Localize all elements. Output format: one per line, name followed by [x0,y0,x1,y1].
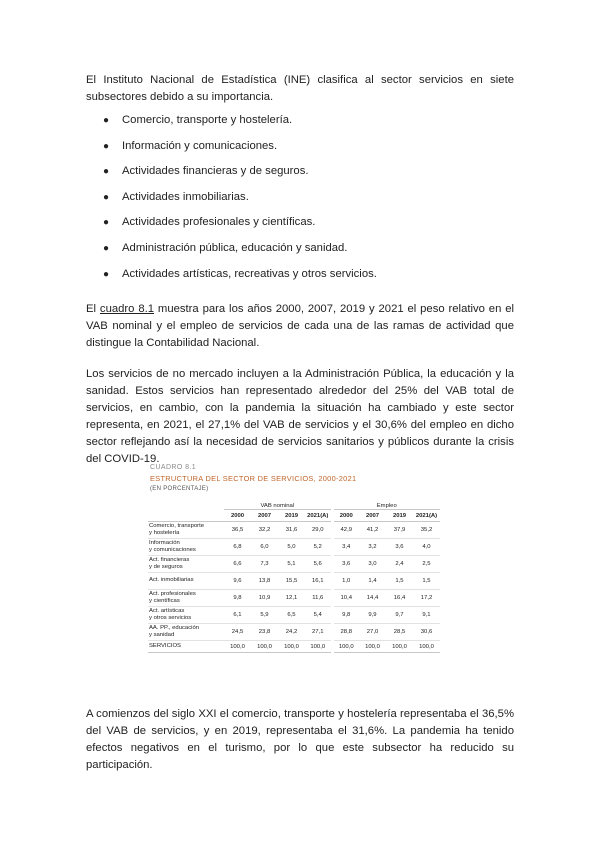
table-cell: 2,5 [413,556,440,573]
table-row [148,573,440,590]
bullet-icon: ● [103,217,110,229]
row-label-line: y científicas [149,598,180,604]
table-cell: 100,0 [251,641,278,653]
table-cell: 5,9 [251,607,278,624]
table-reference-paragraph [86,301,514,352]
table-cell: 6,6 [224,556,251,573]
year-header: 2007 [359,510,386,522]
table-number: CUADRO 8.1 [150,464,197,471]
row-label-line: y de seguros [149,564,183,570]
table-cell: 5,0 [278,539,305,556]
table-cell: 6,5 [278,607,305,624]
table-cell: 1,4 [359,573,386,590]
table-cell: 36,5 [224,522,251,539]
year-header: 2019 [278,510,305,522]
row-label [148,556,224,573]
table-cell: 32,2 [251,522,278,539]
row-label [148,624,224,641]
row-label-line: Act. profesionales [149,590,196,597]
row-label [148,522,224,539]
table-cell: 14,4 [359,590,386,607]
row-label-line: y otros servicios [149,615,192,621]
paragraph-suffix: muestra para los años 2000, 2007, 2019 y 2021 el peso relativo en el VAB nominal y el empleo de servicios de cada una de las ramas de actividad que distingue la Contabilidad Nacional. [86,303,515,349]
table-cell: 16,1 [305,573,332,590]
table-row [148,607,440,624]
paragraph-prefix: El [86,303,100,315]
row-label-line: Act. financieras [149,556,190,563]
year-header: 2007 [251,510,278,522]
table-cell: 23,8 [251,624,278,641]
year-header: 2019 [386,510,413,522]
list-item-label: Actividades inmobiliarias. [122,190,249,203]
table-cell: 37,9 [386,522,413,539]
bullet-icon: ● [103,140,110,152]
table-cell: 11,6 [305,590,332,607]
table-cell: 100,0 [278,641,305,653]
table-cell: 27,1 [305,624,332,641]
bullet-icon: ● [103,268,110,280]
group-header-empleo: Empleo [332,498,440,510]
table-cell: 41,2 [359,522,386,539]
list-item-label: Administración pública, educación y sanidad. [122,241,348,254]
row-label-line: Comercio, transporte [149,522,205,529]
table-cell: 1,5 [386,573,413,590]
bullet-icon: ● [103,191,110,203]
row-label-line: y comunicaciones [149,547,196,553]
row-label [148,590,224,607]
table-cell: 4,0 [413,539,440,556]
table-cell: 100,0 [305,641,332,653]
year-header: 2021(A) [413,510,440,522]
table-cell: 5,6 [305,556,332,573]
table-cell: 35,2 [413,522,440,539]
row-label-line: Información [149,539,180,546]
row-label-line: y sanidad [149,632,175,638]
list-item-label: Información y comunicaciones. [122,139,278,152]
table-cell: 5,4 [305,607,332,624]
row-label [148,607,224,624]
row-label-line: AA. PP., educación [149,624,199,631]
row-label-line: SERVICIOS [149,642,181,649]
subsector-list [86,112,516,291]
table-cell: 1,0 [332,573,359,590]
table-row [148,641,440,653]
table-cell: 2,4 [386,556,413,573]
year-header: 2021(A) [305,510,332,522]
table-cell: 5,2 [305,539,332,556]
table-cell: 3,6 [386,539,413,556]
year-header: 2000 [332,510,359,522]
table-cell: 3,2 [359,539,386,556]
table-cell: 100,0 [413,641,440,653]
table-title: ESTRUCTURA DEL SECTOR DE SERVICIOS, 2000-2021 [150,474,357,483]
table-cell: 12,1 [278,590,305,607]
table-cell: 9,7 [386,607,413,624]
row-label-line: y hostelería [149,530,180,536]
table-row [148,539,440,556]
table-cell: 9,8 [332,607,359,624]
table-cell: 13,8 [251,573,278,590]
table-cell: 100,0 [386,641,413,653]
list-item [86,240,516,266]
table-cell: 30,6 [413,624,440,641]
table-cell: 15,5 [278,573,305,590]
table-row [148,522,440,539]
table-cell: 100,0 [332,641,359,653]
table-cell: 10,9 [251,590,278,607]
services-structure-table [148,498,440,653]
table-cell: 9,8 [224,590,251,607]
list-item-label: Actividades financieras y de seguros. [122,165,309,178]
list-item-label: Comercio, transporte y hostelería. [122,114,293,126]
year-header: 2000 [224,510,251,522]
table-cell: 28,5 [386,624,413,641]
table-cell: 31,6 [278,522,305,539]
table-subtitle: (EN PORCENTAJE) [150,486,209,492]
list-item [86,189,516,215]
row-label [148,573,224,590]
row-label [148,641,224,653]
list-item-label: Actividades profesionales y científicas. [122,216,316,229]
table-row [148,624,440,641]
non-market-services-paragraph: Los servicios de no mercado incluyen a la Administración Pública, la educación y la sanidad. Estos servicios han representado alrededor del 25% del VAB total de servicios, en cambio, con la pandemia la situación ha cambiado y este sector representa, en 2021, el 27,1% del VAB de servicios y el 30,6% del empleo en dicho sector reflejando así la necesidad de servicios sanitarios y públicos durante la crisis del COVID-19. [86,368,514,465]
table-cell: 100,0 [359,641,386,653]
row-label-line: Act. inmobiliarias [149,577,194,584]
table-cell: 5,1 [278,556,305,573]
table-cell: 24,2 [278,624,305,641]
list-item [86,138,516,164]
table-cell: 17,2 [413,590,440,607]
list-item [86,266,516,292]
group-header-vab: VAB nominal [224,498,332,510]
table-cell: 27,0 [359,624,386,641]
table-cell: 24,5 [224,624,251,641]
table-cell: 42,9 [332,522,359,539]
table-cell: 6,1 [224,607,251,624]
bullet-icon: ● [103,242,110,254]
table-cell: 7,3 [251,556,278,573]
table-cell: 3,6 [332,556,359,573]
table-cell: 3,4 [332,539,359,556]
table-cell: 16,4 [386,590,413,607]
row-label-line: Act. artísticas [149,607,185,614]
table-cell: 10,4 [332,590,359,607]
table-cell: 9,9 [359,607,386,624]
conclusion-paragraph: A comienzos del siglo XXI el comercio, transporte y hostelería representaba el 36,5% del VAB de servicios, y en 2019, representaba el 31,6%. La pandemia ha tenido efectos negativos en el turismo, por lo que este subsector ha reducido su participación. [86,708,514,771]
bullet-icon: ● [103,115,110,126]
table-cell: 9,6 [224,573,251,590]
table-cell: 9,1 [413,607,440,624]
table-cell: 6,8 [224,539,251,556]
table-figure [148,464,444,690]
table-row [148,590,440,607]
table-cell: 29,0 [305,522,332,539]
bullet-icon: ● [103,166,110,178]
table-cell: 3,0 [359,556,386,573]
intro-paragraph: El Instituto Nacional de Estadística (INE) clasifica al sector servicios en siete subsectores debido a su importancia. [86,74,514,103]
table-cell: 6,0 [251,539,278,556]
table-cell: 100,0 [224,641,251,653]
table-reference-link[interactable]: cuadro 8.1 [99,303,155,315]
table-row [148,556,440,573]
table-cell: 28,8 [332,624,359,641]
list-item [86,214,516,240]
list-item [86,112,516,138]
table-cell: 1,5 [413,573,440,590]
row-label [148,539,224,556]
list-item [86,163,516,189]
list-item-label: Actividades artísticas, recreativas y otros servicios. [122,267,377,280]
